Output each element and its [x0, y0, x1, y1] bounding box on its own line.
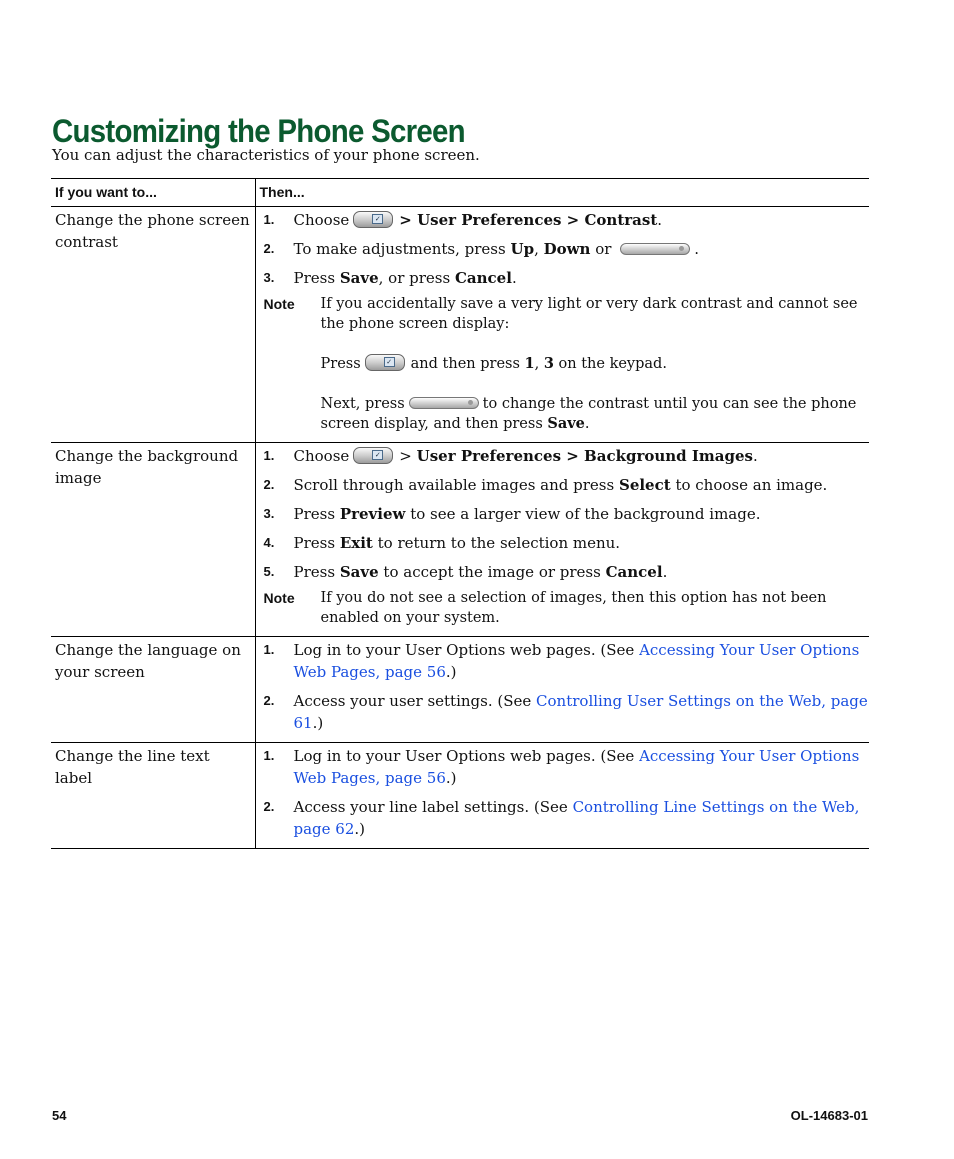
cross-reference-link[interactable]: Controlling Line Settings on the Web, page 62 — [293, 798, 860, 838]
step-text: to accept the image or press — [383, 563, 601, 581]
step-text: or — [590, 240, 612, 258]
note-text: If you do not see a selection of images, then this option has not been enabled on your system. — [320, 590, 827, 626]
step-text: Log in to your User Options web pages. (See — [293, 641, 635, 659]
step-number: 2. — [263, 241, 275, 256]
step-text: Press — [293, 534, 336, 552]
cross-reference-link[interactable]: Accessing Your User Options Web Pages, page 56 — [293, 641, 860, 681]
settings-key-icon: ✓ — [353, 447, 393, 464]
note-text-part: , — [534, 356, 544, 372]
task-cell: Change the language on your screen — [51, 637, 255, 743]
step-text: Scroll through available images and press — [293, 476, 615, 494]
key-name: Exit — [339, 534, 373, 552]
note-block — [264, 588, 870, 628]
step-item — [264, 796, 870, 840]
menu-path: > User Preferences > Contrast — [399, 211, 658, 229]
step-item — [264, 474, 870, 496]
note-text — [321, 354, 870, 374]
key-name: Up — [510, 240, 535, 258]
key-name: Cancel — [605, 563, 663, 581]
note-text-part: . — [584, 416, 590, 432]
table-row — [51, 443, 869, 637]
step-text: . — [752, 447, 758, 465]
step-text: . — [694, 240, 699, 258]
step-text: Log in to your User Options web pages. (See — [293, 747, 635, 765]
steps-cell — [255, 637, 869, 743]
note-label: Note — [263, 296, 295, 312]
note-text-part: on the keypad. — [558, 356, 667, 372]
step-item — [264, 503, 870, 525]
step-text: Press — [293, 269, 336, 287]
menu-path: User Preferences > Background Images — [416, 447, 753, 465]
step-text: , or press — [378, 269, 451, 287]
step-text: to return to the selection menu. — [377, 534, 621, 552]
steps-cell — [255, 443, 869, 637]
step-text: Access your line label settings. (See — [293, 798, 568, 816]
step-text: .) — [312, 714, 324, 732]
table-row — [51, 637, 869, 743]
key-name: 3 — [543, 355, 554, 372]
steps-cell — [255, 743, 869, 849]
step-text: , — [534, 240, 544, 258]
step-text: Access your user settings. (See — [293, 692, 532, 710]
task-cell: Change the background image — [51, 443, 255, 637]
step-text: . — [657, 211, 663, 229]
step-number: 1. — [263, 448, 275, 463]
instructions-table — [51, 178, 869, 849]
step-text: . — [662, 563, 668, 581]
intro-text: You can adjust the characteristics of your phone screen. — [52, 146, 480, 164]
step-number: 1. — [263, 748, 275, 763]
note-block — [264, 294, 870, 434]
key-name: Save — [339, 563, 379, 581]
step-item — [264, 238, 870, 260]
cross-reference-link[interactable]: Controlling User Settings on the Web, page 61 — [293, 692, 868, 732]
step-text: > — [399, 447, 412, 465]
key-name: 1 — [524, 355, 535, 372]
step-text: Press — [293, 563, 336, 581]
task-cell: Change the line text label — [51, 743, 255, 849]
note-text-part: Press — [320, 356, 361, 372]
navigation-bar-icon — [409, 397, 479, 409]
key-name: Preview — [339, 505, 406, 523]
note-label: Note — [263, 590, 295, 606]
key-name: Select — [618, 476, 671, 494]
step-item — [264, 532, 870, 554]
step-text: To make adjustments, press — [293, 240, 506, 258]
note-text-part: to change the contrast until you can see the phone screen display, and then press — [320, 396, 857, 432]
note-text-part: and then press — [410, 356, 520, 372]
step-number: 2. — [263, 799, 275, 814]
navigation-bar-icon — [620, 243, 690, 255]
note-text — [321, 394, 870, 434]
step-item — [264, 745, 870, 789]
step-item — [264, 639, 870, 683]
step-number: 5. — [263, 564, 275, 579]
header-if-you-want: If you want to... — [51, 179, 255, 207]
step-number: 2. — [263, 693, 275, 708]
settings-key-icon: ✓ — [365, 354, 405, 371]
step-text: Choose — [293, 211, 350, 229]
step-text: to choose an image. — [675, 476, 828, 494]
step-text: .) — [445, 663, 457, 681]
key-name: Down — [543, 240, 591, 258]
settings-key-icon: ✓ — [353, 211, 393, 228]
table-row — [51, 743, 869, 849]
step-text: Choose — [293, 447, 350, 465]
step-item — [264, 209, 870, 231]
step-text: .) — [445, 769, 457, 787]
step-text: . — [511, 269, 517, 287]
step-item — [264, 561, 870, 583]
key-name: Cancel — [454, 269, 512, 287]
note-text-part: Next, press — [320, 396, 405, 412]
step-item — [264, 445, 870, 467]
steps-cell — [255, 207, 869, 443]
step-text: .) — [354, 820, 366, 838]
key-name: Save — [339, 269, 379, 287]
step-number: 2. — [263, 477, 275, 492]
page-number: 54 — [52, 1108, 67, 1123]
step-number: 1. — [263, 212, 275, 227]
key-name: Save — [547, 415, 585, 432]
step-number: 3. — [263, 506, 275, 521]
table-row — [51, 207, 869, 443]
step-item — [264, 267, 870, 289]
header-then: Then... — [255, 179, 869, 207]
page-title: Customizing the Phone Screen — [52, 113, 465, 150]
cross-reference-link[interactable]: Accessing Your User Options Web Pages, page 56 — [293, 747, 860, 787]
table-header-row — [51, 179, 869, 207]
step-number: 4. — [263, 535, 275, 550]
task-cell: Change the phone screen contrast — [51, 207, 255, 443]
document-id: OL-14683-01 — [790, 1108, 868, 1123]
note-text: If you accidentally save a very light or very dark contrast and cannot see the phone screen display: — [320, 296, 858, 332]
step-text: to see a larger view of the background image. — [410, 505, 761, 523]
step-item — [264, 690, 870, 734]
step-text: Press — [293, 505, 336, 523]
step-number: 3. — [263, 270, 275, 285]
step-number: 1. — [263, 642, 275, 657]
